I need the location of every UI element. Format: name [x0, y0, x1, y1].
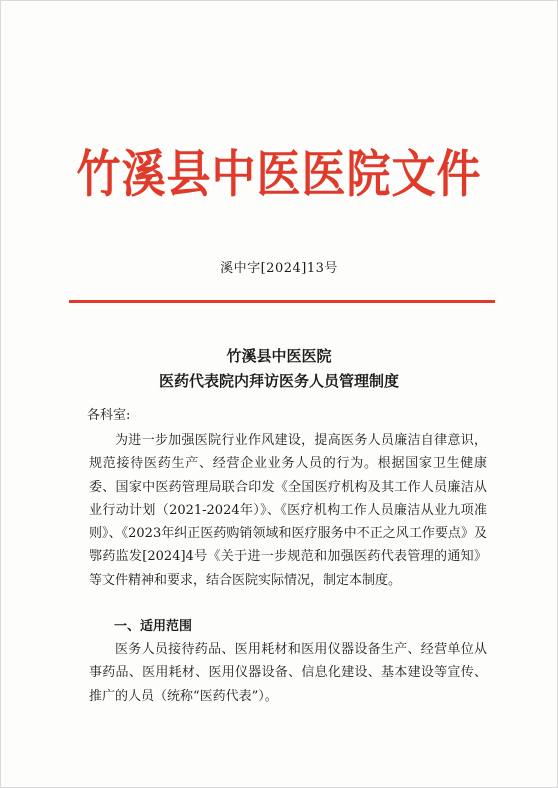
document-number: 溪中字[2024]13号 — [220, 261, 338, 276]
body-paragraph-intro: 为进一步加强医院行业作风建设，提高医务人员廉洁自律意识，规范接待医药生产、经营企业业务人员的行为。根据国家卫生健康委、国家中医药管理局联合印发《全国医疗机构及其工作人员廉洁从业行动计划（2021-2024年）》、《医疗机构工作人员廉洁从业九项准则》、《2023年纠正医药购销领域和医疗服务中不正之风工作要点》及鄂药监发[2024]4号《关于进一步规范和加强医药代表管理的通知》等文件精神和要求，结合医院实际情况，制定本制度。 — [89, 433, 487, 588]
red-divider-line — [69, 300, 495, 303]
body-paragraph-scope: 医务人员接待药品、医用耗材和医用仪器设备生产、经营单位从事药品、医用耗材、医用仪器设备、信息化建设、基本建设等宣传、推广的人员（统称“医药代表”）。 — [89, 642, 487, 704]
addressee: 各科室: — [87, 408, 131, 423]
document-header-title: 竹溪县中医医院文件 — [76, 145, 482, 205]
document-title-line2: 医药代表院内拜访医务人员管理制度 — [158, 372, 399, 390]
document-title-line1: 竹溪县中医医院 — [226, 347, 332, 365]
section-heading-scope: 一、适用范围 — [114, 619, 193, 634]
